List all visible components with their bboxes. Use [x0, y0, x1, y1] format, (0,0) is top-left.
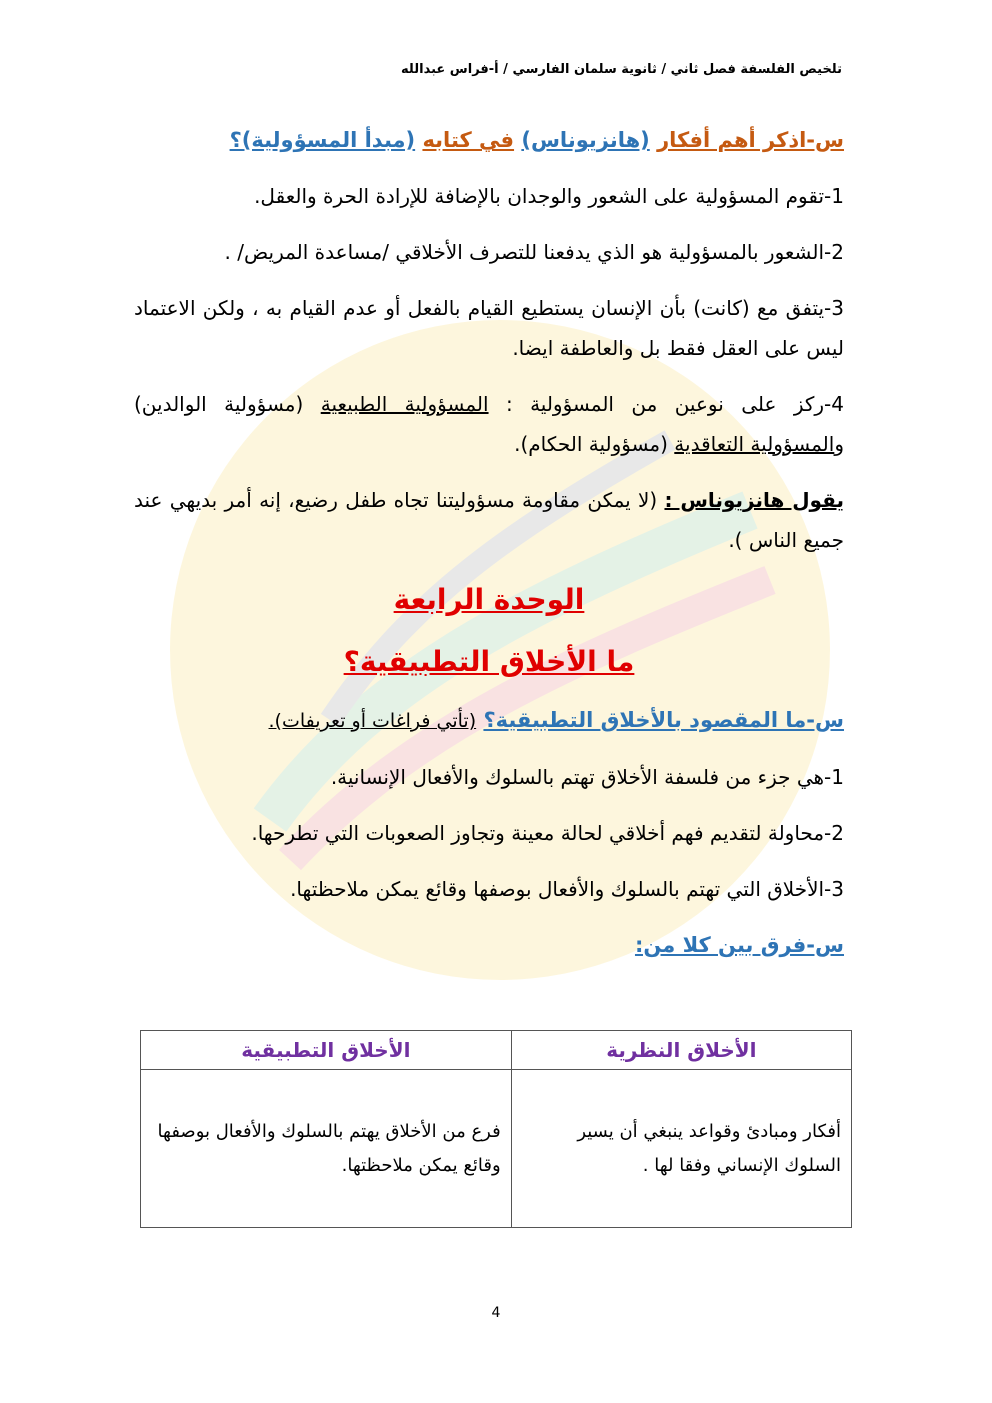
quote-label: يقول هانزيوناس : [664, 488, 844, 512]
question-text: س-ما المقصود بالأخلاق التطبيقية؟ [483, 708, 844, 732]
main-content [134, 120, 844, 965]
cell-theoretical-ethics: أفكار ومبادئ وقواعد ينبغي أن يسير السلوك الإنساني وفقا لها . [511, 1070, 851, 1228]
philosopher-name: (هانزيوناس) [521, 128, 650, 152]
point-item: 1-تقوم المسؤولية على الشعور والوجدان بالإضافة للإرادة الحرة والعقل. [254, 184, 844, 208]
point-item: 2-محاولة لتقديم فهم أخلاقي لحالة معينة وتجاوز الصعوبات التي تطرحها. [251, 821, 844, 845]
point-responsibility-types: 4-ركز على نوعين من المسؤولية : المسؤولية الطبيعية (مسؤولية الوالدين) والمسؤولية التعاقدية (مسؤولية الحكام). [134, 392, 844, 456]
question-jonas-ideas [134, 120, 844, 160]
point-item: 3-يتفق مع (كانت) بأن الإنسان يستطيع القيام بالفعل أو عدم القيام به ، ولكن الاعتماد ليس على العقل فقط بل والعاطفة ايضا. [134, 296, 844, 360]
question-compare: س-فرق بين كلا من: [634, 933, 844, 957]
page-header: تلخيص الفلسفة فصل ثاني / ثانوية سلمان الفارسي / أ-فراس عبدالله [401, 62, 842, 77]
question-note: (تأتي فراغات أو تعريفات). [268, 710, 477, 732]
natural-responsibility: المسؤولية الطبيعية [320, 392, 489, 416]
contractual-responsibility: المسؤولية التعاقدية [674, 432, 835, 456]
unit-title: الوحدة الرابعة [393, 583, 585, 616]
question-middle: في كتابه [422, 128, 515, 152]
page-number: 4 [491, 1305, 501, 1321]
cell-applied-ethics: فرع من الأخلاق يهتم بالسلوك والأفعال بوصفها وقائع يمكن ملاحظتها. [141, 1070, 512, 1228]
header-theoretical-ethics: الأخلاق النظرية [511, 1031, 851, 1070]
book-name: (مبدأ المسؤولية)؟ [229, 128, 416, 152]
question-prefix: س-اذكر أهم أفكار [657, 128, 844, 152]
point-item: 2-الشعور بالمسؤولية هو الذي يدفعنا للتصرف الأخلاقي /مساعدة المريض/ . [224, 240, 844, 264]
point-item: 1-هي جزء من فلسفة الأخلاق تهتم بالسلوك والأفعال الإنسانية. [330, 765, 844, 789]
comparison-table [140, 1030, 852, 1228]
question-applied-ethics [134, 700, 844, 741]
unit-subtitle: ما الأخلاق التطبيقية؟ [343, 645, 635, 678]
point-item: 3-الأخلاق التي تهتم بالسلوك والأفعال بوصفها وقائع يمكن ملاحظتها. [290, 877, 844, 901]
quote-text: (لا يمكن مقاومة مسؤوليتنا تجاه طفل رضيع، إنه أمر بديهي عند جميع الناس ). [134, 488, 844, 552]
jonas-quote [134, 480, 844, 560]
header-applied-ethics: الأخلاق التطبيقية [141, 1031, 512, 1070]
